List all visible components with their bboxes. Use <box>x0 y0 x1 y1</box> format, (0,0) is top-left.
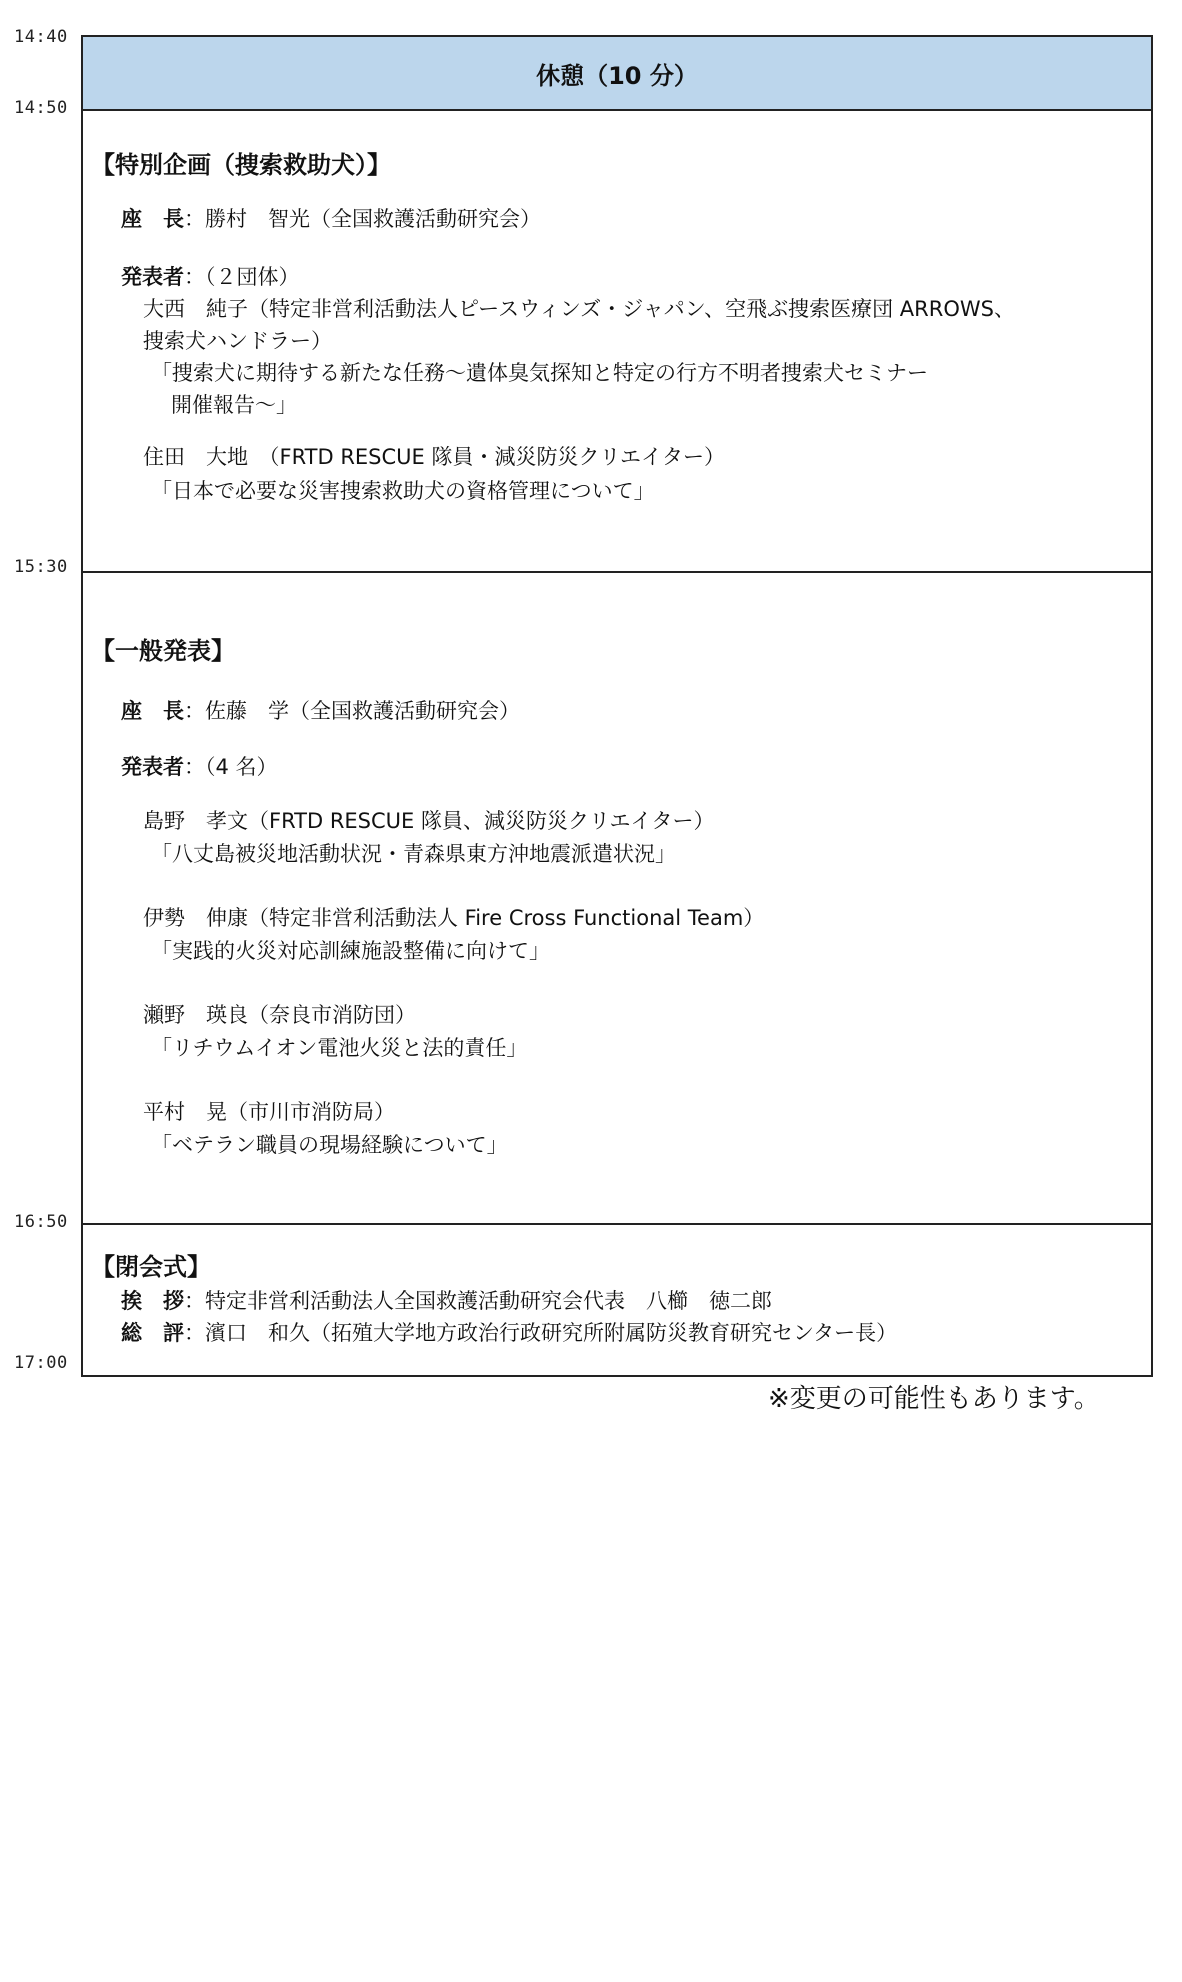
presenters-count: （4 名） <box>205 755 278 779</box>
time-1440: 14:40 <box>14 27 68 47</box>
change-note: ※変更の可能性もあります。 <box>768 1384 1100 1414</box>
closing-title: 【閉会式】 <box>91 1253 211 1281</box>
chair-label: 座 長 <box>121 699 184 723</box>
presenter-1-name: 大西 純子（特定非営利活動法人ピースウィンズ・ジャパン、空飛ぶ捜索医療団 ARROWS、 <box>143 297 1015 321</box>
general-presenter-2-title: 「実践的火災対応訓練施設整備に向けて」 <box>151 939 550 963</box>
time-1530: 15:30 <box>14 557 68 577</box>
break-row <box>83 37 1151 111</box>
greeting-sep: ： <box>184 1289 205 1313</box>
chair-value: 佐藤 学（全国救護活動研究会） <box>205 699 520 723</box>
presenters-sep: ： <box>184 755 205 779</box>
special-chair <box>121 203 541 233</box>
general-session <box>83 573 1151 1225</box>
chair-value: 勝村 智光（全国救護活動研究会） <box>205 207 541 231</box>
special-presenters <box>121 261 300 291</box>
presenter-1-title: 「捜索犬に期待する新たな任務～遺体臭気探知と特定の行方不明者捜索犬セミナー <box>151 361 928 385</box>
general-presenters <box>121 751 278 781</box>
presenters-count: （２団体） <box>205 265 300 289</box>
review-sep: ： <box>184 1321 205 1345</box>
presenter-1-title-cont: 開催報告～」 <box>171 393 297 417</box>
chair-sep: ： <box>184 699 205 723</box>
general-presenter-3-title: 「リチウムイオン電池火災と法的責任」 <box>151 1036 528 1060</box>
general-presenter-4-title: 「ベテラン職員の現場経験について」 <box>151 1133 508 1157</box>
review-label: 総 評 <box>121 1321 184 1345</box>
time-1650: 16:50 <box>14 1212 68 1232</box>
chair-sep: ： <box>184 207 205 231</box>
presenter-2-title: 「日本で必要な災害捜索救助犬の資格管理について」 <box>151 479 655 503</box>
general-presenter-1-title: 「八丈島被災地活動状況・青森県東方沖地震派遣状況」 <box>151 842 676 866</box>
time-1700: 17:00 <box>14 1353 68 1373</box>
presenters-label: 発表者 <box>121 755 184 779</box>
presenters-label: 発表者 <box>121 265 184 289</box>
general-title: 【一般発表】 <box>91 637 235 665</box>
general-presenter-1-name: 島野 孝文（FRTD RESCUE 隊員、減災防災クリエイター） <box>143 809 715 833</box>
greeting-label: 挨 拶 <box>121 1289 184 1313</box>
schedule-table <box>81 35 1153 1377</box>
general-presenter-2-name: 伊勢 伸康（特定非営利活動法人 Fire Cross Functional Team） <box>143 906 765 930</box>
closing-review <box>121 1317 897 1347</box>
time-1450: 14:50 <box>14 98 68 118</box>
presenters-sep: ： <box>184 265 205 289</box>
break-text: 休憩（10 分） <box>536 61 698 90</box>
closing-greeting <box>121 1285 772 1315</box>
general-presenter-3-name: 瀬野 瑛良（奈良市消防団） <box>143 1003 416 1027</box>
review-value: 濱口 和久（拓殖大学地方政治行政研究所附属防災教育研究センター長） <box>205 1321 898 1345</box>
special-session <box>83 111 1151 573</box>
special-title: 【特別企画（捜索救助犬）】 <box>91 151 391 179</box>
greeting-value: 特定非営利活動法人全国救護活動研究会代表 八櫛 徳二郎 <box>205 1289 772 1313</box>
general-chair <box>121 695 520 725</box>
presenter-1-name-cont: 捜索犬ハンドラー） <box>143 329 332 353</box>
closing-session <box>83 1225 1151 1375</box>
chair-label: 座 長 <box>121 207 184 231</box>
presenter-2-name: 住田 大地 （FRTD RESCUE 隊員・減災防災クリエイター） <box>143 445 726 469</box>
general-presenter-4-name: 平村 晃（市川市消防局） <box>143 1100 395 1124</box>
